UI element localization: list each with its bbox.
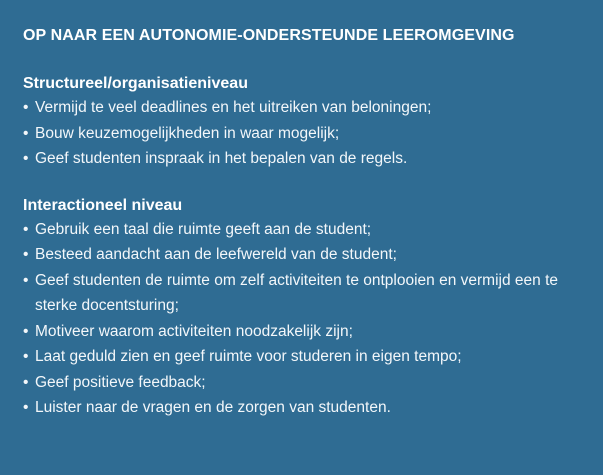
list-item: • Geef positieve feedback; <box>23 370 579 396</box>
list-item: • Luister naar de vragen en de zorgen van studenten. <box>23 395 579 421</box>
bullet-list-structural <box>23 95 579 172</box>
section-heading-structural: Structureel/organisatieniveau <box>23 75 248 92</box>
list-item: • Motiveer waarom activiteiten noodzakelijk zijn; <box>23 319 579 345</box>
list-item: • Vermijd te veel deadlines en het uitreiken van beloningen; <box>23 95 579 121</box>
section-structural <box>23 73 579 172</box>
list-item: • Bouw keuzemogelijkheden in waar mogelijk; <box>23 121 579 147</box>
list-item: • Laat geduld zien en geef ruimte voor studeren in eigen tempo; <box>23 344 579 370</box>
section-interactional <box>23 195 579 421</box>
page-title: OP NAAR EEN AUTONOMIE-ONDERSTEUNDE LEEROMGEVING <box>23 27 515 44</box>
list-item: • Gebruik een taal die ruimte geeft aan de student; <box>23 217 579 243</box>
list-item: • Geef studenten de ruimte om zelf activiteiten te ontplooien en vermijd een te sterke docentsturing; <box>23 268 579 319</box>
list-item: • Geef studenten inspraak in het bepalen van de regels. <box>23 146 579 172</box>
section-heading-interactional: Interactioneel niveau <box>23 196 183 214</box>
bullet-list-interactional <box>23 217 579 421</box>
list-item: • Besteed aandacht aan de leefwereld van de student; <box>23 242 579 268</box>
